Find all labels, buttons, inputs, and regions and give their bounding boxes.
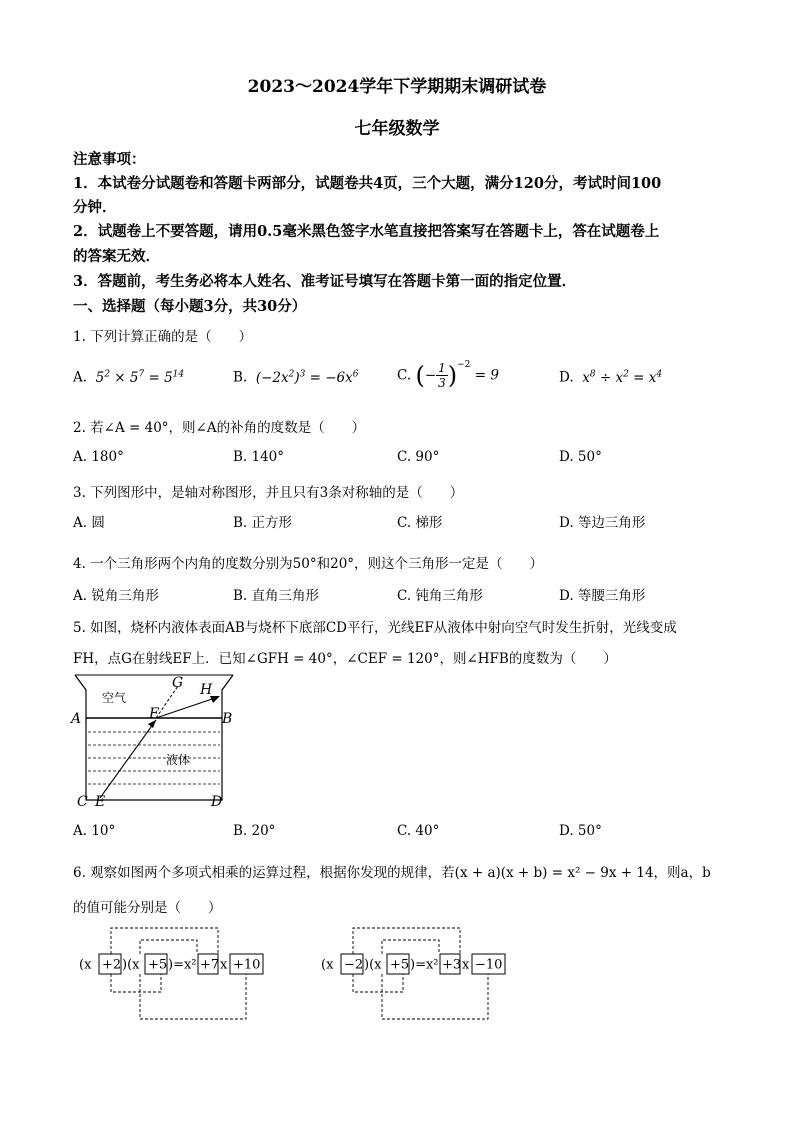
- label-point-g: G: [172, 675, 184, 691]
- q3-option-b: B. 正方形: [233, 515, 293, 531]
- fig2-box-4: −10: [475, 957, 503, 973]
- notes-heading: 注意事项：: [73, 151, 146, 168]
- label-point-a: A: [71, 711, 82, 727]
- fig1-box-3: +7: [200, 957, 220, 973]
- fig1-box-1: +2: [102, 957, 122, 973]
- q5-beaker-figure: [70, 670, 240, 810]
- q5-option-b: B. 20°: [233, 823, 276, 839]
- label-air: 空气: [102, 691, 127, 705]
- q2-stem: 2. 若∠A = 40°，则∠A的补角的度数是（ ）: [73, 420, 366, 436]
- q1-option-c: C. (− $\frac{1}{3}$ )$^{-2}$ = 9: [397, 360, 499, 390]
- label-liquid: 液体: [166, 753, 191, 767]
- q1-stem: 1. 下列计算正确的是（ ）: [73, 329, 253, 345]
- q4-option-d: D. 等腰三角形: [559, 588, 646, 604]
- q3-option-c: C. 梯形: [397, 515, 443, 531]
- fig2-box-1: −2: [344, 957, 364, 973]
- fig1-box-4: +10: [233, 957, 261, 973]
- label-point-c: C: [77, 794, 88, 810]
- q1-option-a: A. $5^2 \times 5^7 = 5^{14}$: [73, 369, 185, 386]
- fig1-box-2: +5: [148, 957, 168, 973]
- fig1-mid: )(x: [122, 957, 140, 973]
- q6-figure-1: [75, 918, 275, 1022]
- fig2-box-3: +3: [442, 957, 462, 973]
- q6-stem-line2: 的值可能分别是（ ）: [73, 900, 222, 916]
- exam-subtitle: 七年级数学: [354, 119, 440, 139]
- q6-figure-2: [317, 918, 517, 1022]
- fig1-eq: )=x²: [168, 957, 197, 973]
- fig1-open: (x: [79, 957, 92, 973]
- q3-option-a: A. 圆: [73, 515, 105, 531]
- q5-option-d: D. 50°: [559, 823, 602, 839]
- label-point-h: H: [200, 682, 213, 698]
- q3-stem: 3. 下列图形中，是轴对称图形，并且只有3条对称轴的是（ ）: [73, 485, 464, 501]
- exam-title: 2023～2024学年下学期期末调研试卷: [247, 77, 547, 97]
- q2-option-a: A. 180°: [73, 449, 124, 465]
- label-point-b: B: [222, 711, 233, 727]
- q3-option-d: D. 等边三角形: [559, 515, 646, 531]
- label-point-d: D: [211, 794, 223, 810]
- q4-option-a: A. 锐角三角形: [73, 588, 159, 604]
- q5-stem-line1: 5. 如图，烧杯内液体表面AB与烧杯下底部CD平行，光线EF从液体中射向空气时发生折射，光线变成: [73, 620, 677, 636]
- q5-option-c: C. 40°: [397, 823, 440, 839]
- fig2-mid: )(x: [364, 957, 382, 973]
- q2-option-b: B. 140°: [233, 449, 285, 465]
- q4-option-b: B. 直角三角形: [233, 588, 320, 604]
- fig2-open: (x: [321, 957, 334, 973]
- label-point-e: E: [95, 794, 106, 810]
- fig2-eq: )=x²: [410, 957, 439, 973]
- q2-option-d: D. 50°: [559, 449, 602, 465]
- note-1a: 1．本试卷分试题卷和答题卡两部分，试题卷共4页，三个大题，满分120分，考试时间100: [73, 175, 662, 192]
- q6-stem-line1: 6. 观察如图两个多项式相乘的运算过程，根据你发现的规律，若(x + a)(x + b) = x² − 9x + 14，则a，b: [73, 865, 711, 881]
- section-1-heading: 一、选择题（每小题3分，共30分）: [73, 298, 307, 315]
- q4-stem: 4. 一个三角形两个内角的度数分别为50°和20°，则这个三角形一定是（ ）: [73, 556, 544, 572]
- q5-option-a: A. 10°: [73, 823, 116, 839]
- note-2b: 的答案无效．: [73, 248, 160, 265]
- fig1-x: x: [220, 957, 228, 973]
- q1-option-d: D. $x^8 \div x^2 = x^4$: [559, 369, 663, 386]
- q2-option-c: C. 90°: [397, 449, 440, 465]
- note-2a: 2．试题卷上不要答题，请用0.5毫米黑色签字水笔直接把答案写在答题卡上，答在试题卷上: [73, 223, 660, 240]
- q5-stem-line2: FH，点G在射线EF上．已知∠GFH = 40°，∠CEF = 120°，则∠HFB的度数为（ ）: [73, 651, 617, 667]
- note-3: 3．答题前，考生务必将本人姓名、准考证号填写在答题卡第一面的指定位置．: [73, 273, 577, 290]
- q4-option-c: C. 钝角三角形: [397, 588, 483, 604]
- fig2-box-2: +5: [390, 957, 410, 973]
- label-point-f: F: [149, 706, 159, 722]
- q1-option-b: B. $(-2x^2)^3 = -6x^6$: [233, 369, 359, 386]
- note-1b: 分钟．: [73, 199, 117, 216]
- fig2-x: x: [462, 957, 470, 973]
